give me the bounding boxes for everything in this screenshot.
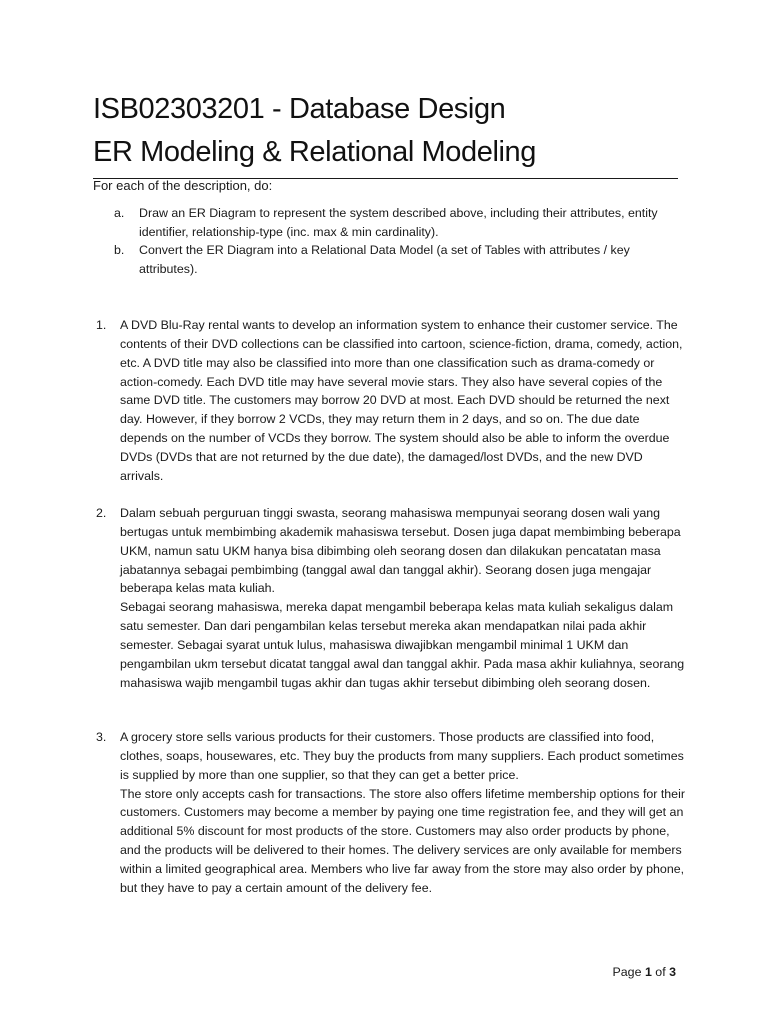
question-paragraph: A grocery store sells various products for their customers. Those products are classified into food, clothes, soaps, housewares, etc. They buy the products from many suppliers. Each product sometimes is supplied by more than one supplier, so that they can get a better price.	[120, 730, 684, 782]
question-2	[93, 504, 685, 692]
title-line-2: ER Modeling & Relational Modeling	[93, 136, 536, 168]
document-title	[93, 88, 678, 179]
page-number	[613, 963, 676, 981]
task-marker: a.	[114, 206, 125, 220]
task-item-b	[114, 241, 684, 278]
question-number: 1.	[96, 318, 107, 332]
intro-text: For each of the description, do:	[93, 178, 273, 193]
of-label: of	[655, 965, 666, 979]
question-number: 3.	[96, 730, 107, 744]
page-label: Page	[612, 965, 642, 979]
page-total: 3	[669, 965, 676, 979]
question-number: 2.	[96, 506, 107, 520]
question-3	[93, 728, 685, 898]
task-text: Draw an ER Diagram to represent the system described above, including their attributes, entity identifier, relationship-type (inc. max & min cardinality).	[139, 206, 658, 239]
question-paragraph: Dalam sebuah perguruan tinggi swasta, seorang mahasiswa mempunyai seorang dosen wali yang bertugas untuk membimbing akademik mahasiswa tersebut. Dosen juga dapat membimbing beberapa UKM, namun satu UKM hanya bisa dibimbing oleh seorang dosen dan dilakukan pencatatan masa jabatannya sebagai pembimbing (tanggal awal dan tanggal akhir). Seorang dosen juga mengajar beberapa kelas mata kuliah.	[120, 506, 681, 596]
page-current: 1	[644, 965, 652, 979]
title-line-1: ISB02303201 - Database Design	[93, 93, 506, 125]
task-list	[114, 204, 684, 278]
question-1	[93, 316, 685, 486]
question-paragraph: A DVD Blu-Ray rental wants to develop an information system to enhance their customer service. The contents of their DVD collections can be classified into cartoon, science-fiction, drama, comedy, action, etc. A DVD title may also be classified into more than one classification such as drama-comedy or action-comedy. Each DVD title may have several movie stars. They also have several copies of the same DVD title. The customers may borrow 20 DVD at most. Each DVD should be returned the next day. However, if they borrow 2 VCDs, they may return them in 2 days, and so on. The due date depends on the number of VCDs they borrow. The system should also be able to inform the overdue DVDs (DVDs that are not returned by the due date), the damaged/lost DVDs, and the new DVD arrivals.	[120, 318, 683, 483]
question-paragraph: The store only accepts cash for transactions. The store also offers lifetime membership options for their customers. Customers may become a member by paying one time registration fee, and they will get an additional 5% discount for most products of the store. Customers may also order products by phone, and the products will be delivered to their homes. The delivery services are only available for members within a limited geographical area. Members who live far away from the store may also order by phone, but they have to pay a certain amount of the delivery fee.	[120, 786, 685, 895]
task-text: Convert the ER Diagram into a Relational Data Model (a set of Tables with attributes / key attributes).	[139, 243, 630, 276]
task-marker: b.	[114, 243, 125, 257]
question-paragraph: Sebagai seorang mahasiswa, mereka dapat mengambil beberapa kelas mata kuliah sekaligus dalam satu semester. Dan dari pengambilan kelas tersebut mereka akan mendapatkan nilai pada akhir semester. Sebagai syarat untuk lulus, mahasiswa diwajibkan mengambil minimal 1 UKM dan pengambilan ukm tersebut dicatat tanggal awal dan tanggal akhir. Pada masa akhir kuliahnya, seorang mahasiswa wajib mengambil tugas akhir dan tugas akhir tersebut dibimbing oleh seorang dosen.	[120, 600, 685, 690]
task-item-a	[114, 204, 684, 241]
